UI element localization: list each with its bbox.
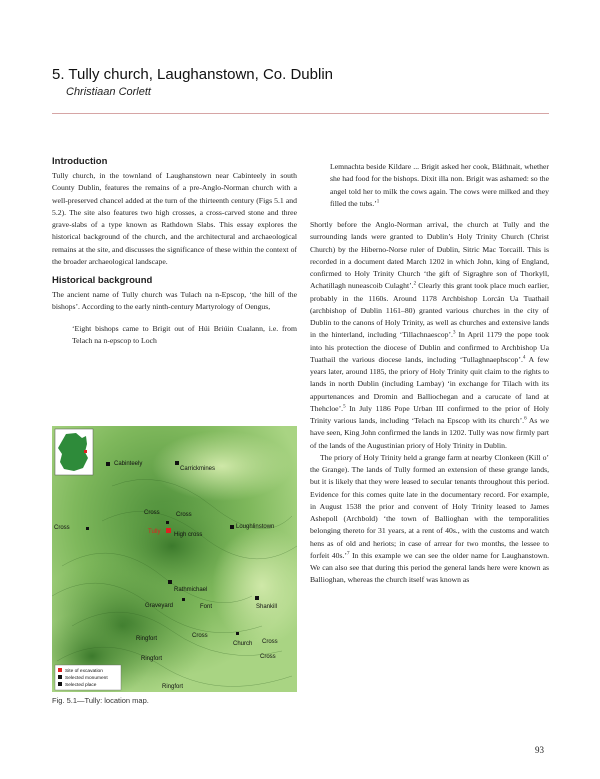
legend-places-swatch [58,682,62,686]
legend-excavation-swatch [58,668,62,672]
map-svg [52,426,297,692]
figure-caption: Fig. 5.1—Tully: location map. [52,696,149,705]
marker-carrickmines [175,461,179,465]
label-ringfort-a: Ringfort [136,636,158,642]
quote-start: ‘Eight bishops came to Brigit out of Húi Briúin Cualann, i.e. from Telach na n-epscop to Loch [72,323,297,345]
marker-excavation [166,528,171,533]
label-rathmichael: Rathmichael [174,587,208,593]
quote-end: Lemnachta beside Kildare ... Brigit asked her cook, Bláthnait, whether she had food for the bishops. Dixit illa non. Brigit was ashamed: so the angel told her to milk the cows again. The cows were milked and they filled the tubs.’$^1$ [330,162,549,208]
label-church: Church [233,641,253,647]
label-carrickmines: Carrickmines [180,466,216,472]
label-cross-d: Cross [262,639,278,645]
label-cross-b: Cross [176,512,192,518]
title-rule [52,113,549,114]
legend-monument: Selected monument [65,676,108,681]
marker-cabinteely [106,462,110,466]
legend-excavation: Site of excavation [65,669,103,674]
footnote-1: 1 [376,199,380,205]
footnote-5: 5 [343,404,346,410]
footnote-6: 6 [524,416,527,422]
label-high-cross: High cross [174,532,203,538]
left-column [52,156,297,347]
footnote-4: 4 [522,355,526,361]
paragraph-grant: Shortly before the Anglo-Norman arrival, the church at Tully and the surrounding lands were granted to Dublin’s Holy Trinity Church (Christ Church) by the Hiberno-Norse ruler of Dublin, Sitric Mac Torcaill. This is recorded in a document dated March 1202 in which John, king of England, confirmed to Holy Trinity Church ‘the gift of Sigraghre son of Thorkyll, Achatillagh nuneascoib Culaght’.$^2$ Clearly this grant took place much earlier, probably in the 1160s. Around 1178 Archbishop Lorcán Ua Tuathail (archbishop of Dublin 1161–80) granted various churches in the city of Dublin to the canons of Holy Trinity, as well as churches and extensive lands in the hinterland, including ‘Tillachnaescop’.$^3$ In April 1179 the pope took into his protection the diocese of Dublin and confirmed to Archbishop Ua Tuathail the various diocese lands, including ‘Tullaghnaephscop’.$^4$ A few years later, around 1185, the priory of Holy Trinity quit claim to the rights to lands in north Dublin (including Lambay) ‘in exchange for Tilach with its appurtenances and Dromin and Balliochegan and a carucate of land at Thehcloe’.$^5$ In July 1186 Pope Urban III confirmed to the prior of Holy Trinity various lands, including ‘Telach na Epscop with its church’.$^6$ As we have seen, King John confirmed the lands in 1202. Tully was now firmly part of the lands of the Augustinian priory of Holy Trinity in Dublin. [310,220,549,450]
right-column [310,161,549,587]
label-loughlinstown: Loughlinstown [236,524,275,530]
chapter-author: Christiaan Corlett [66,86,151,98]
footnote-2: 2 [413,281,417,287]
label-cross-e: Cross [260,654,276,660]
label-cross-a: Cross [144,510,160,516]
paragraph-grange: The priory of Holy Trinity held a grange farm at nearby Clonkeen (Kill o’ the Grange). The lands of Tully formed an extension of these grange lands, but it is likely that they were leased to secular tenants throughout this period. Evidence for this comes quite late in the documentary record. For example, in August 1538 the prior and convent of Holy Trinity leased to James Ashepoll (Archbold) ‘the town of Ballioghan with the temporalities belonging thereto for 31 years, at a rent of 40s., with the customs and watch hens as of old and heriots; in case of arrear for two months, the lessee to forfeit 40s.’$^7$ In this example we can see the older name for Laughanstown. We can also see that during this period the general lands here were known as Ballioghan, whereas the church itself was known as [310,452,549,585]
label-ringfort-c: Ringfort [162,684,184,690]
history-paragraph: The ancient name of Tully church was Tulach na n-Epscop, ‘the hill of the bishops’. According to the early ninth-century Martyrology of Oengus, [52,290,297,312]
legend-monument-swatch [58,675,62,679]
page-number: 93 [535,745,544,755]
label-cross-west: Cross [54,525,70,531]
label-ringfort-b: Ringfort [141,656,163,662]
label-graveyard: Graveyard [145,603,174,609]
label-shankill: Shankill [256,604,278,610]
footnote-3: 3 [452,330,456,336]
map-legend [55,665,121,690]
label-cross-c: Cross [192,633,208,639]
label-tully: Tully [148,529,161,535]
label-font: Font [200,604,213,610]
intro-heading: Introduction [52,156,108,167]
label-cabinteely: Cabinteely [114,461,143,467]
footnote-7: 7 [346,551,350,557]
legend-places: Selected place [65,683,97,688]
intro-paragraph: Tully church, in the townland of Laughanstown near Cabinteely in south County Dublin, features the remains of a pre-Anglo-Norman church with a well-preserved chancel added at the turn of the thirteenth century (Figs 5.1 and 5.2). The site also features two high crosses, a cross-carved stone and three grave-slabs of a type known as Rathdown Slabs. This essay explores the historical background of the church, and the architectural and archaeological remains at the site, and discusses the significance of these within the context of the broader archaeological landscape. [52,171,297,266]
location-map [52,426,297,692]
chapter-title: 5. Tully church, Laughanstown, Co. Dublin [52,66,333,83]
ireland-inset [55,429,93,475]
inset-location-marker [84,450,87,453]
history-heading: Historical background [52,275,153,286]
